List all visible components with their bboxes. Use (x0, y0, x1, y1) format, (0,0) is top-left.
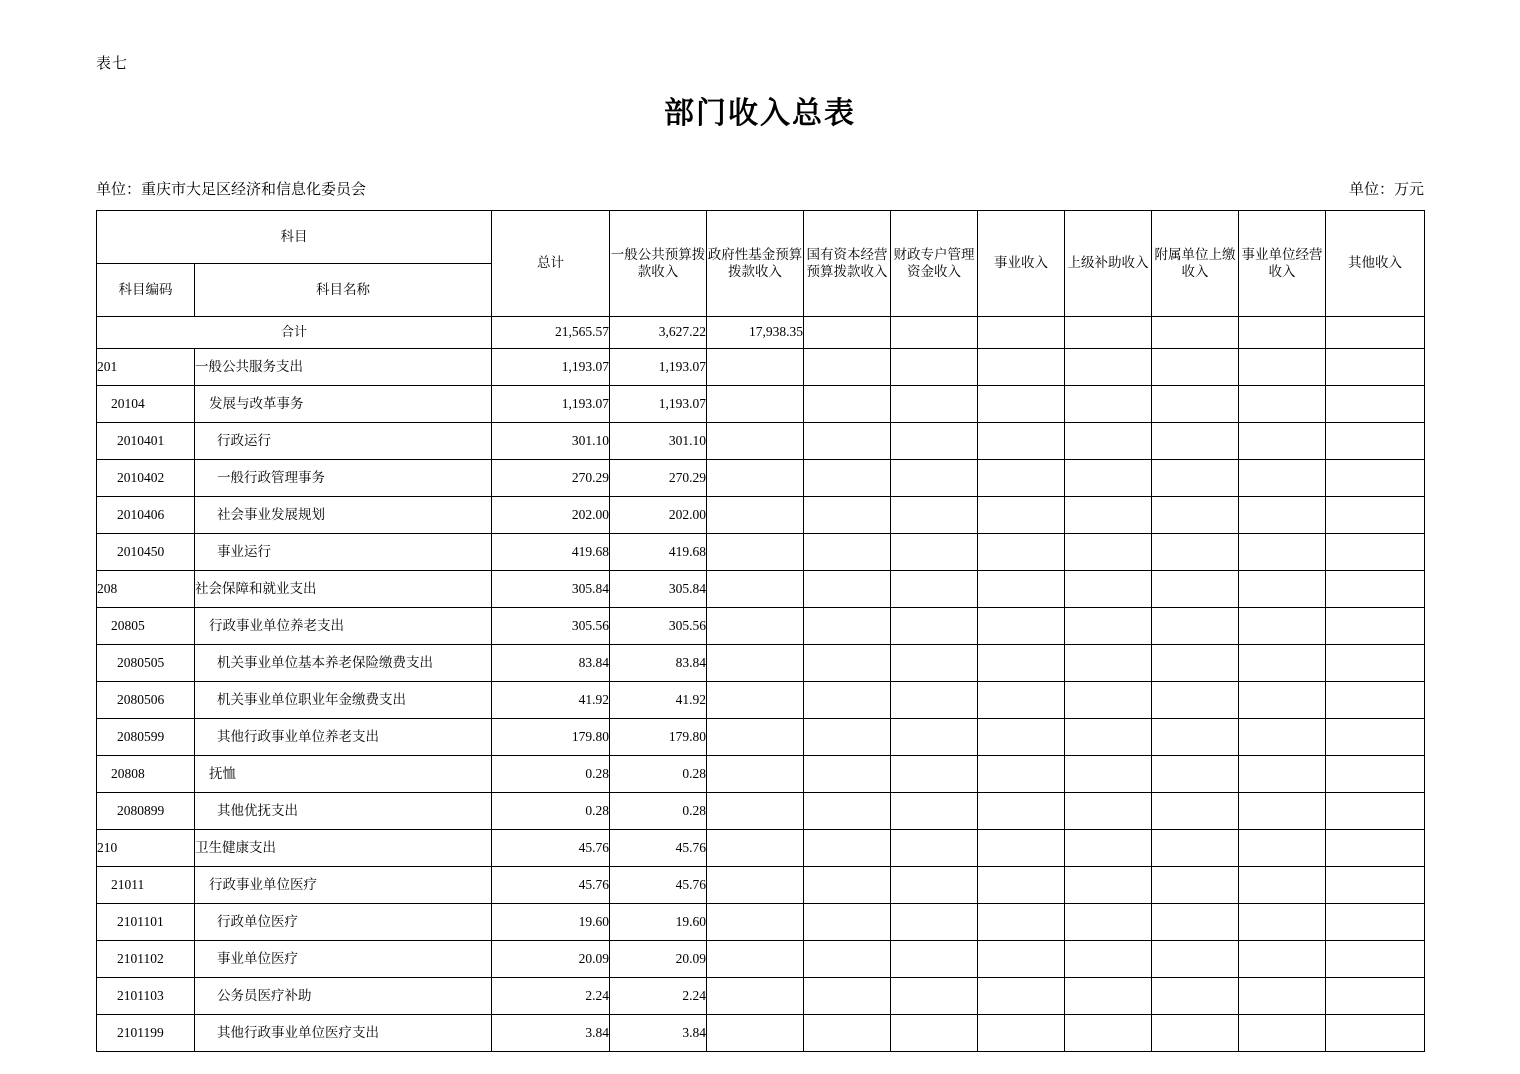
row-subordinate-payment (1152, 941, 1239, 978)
row-subject-code: 2101102 (97, 941, 195, 978)
row-superior-subsidy (1065, 830, 1152, 867)
total-general-public-budget: 3,627.22 (610, 317, 707, 349)
row-state-capital-budget (804, 460, 891, 497)
row-state-capital-budget (804, 349, 891, 386)
row-gov-fund-budget (707, 978, 804, 1015)
table-row (97, 904, 1425, 941)
row-gov-fund-budget (707, 423, 804, 460)
row-subject-code: 20104 (97, 386, 195, 423)
row-subordinate-payment (1152, 793, 1239, 830)
row-other-income (1326, 978, 1425, 1015)
table-row (97, 867, 1425, 904)
row-fiscal-special-account (891, 978, 978, 1015)
row-subject-name: 行政事业单位养老支出 (195, 608, 492, 645)
row-business-income (978, 978, 1065, 1015)
row-total: 19.60 (492, 904, 610, 941)
row-business-operation (1239, 349, 1326, 386)
row-general-public-budget: 3.84 (610, 1015, 707, 1052)
row-general-public-budget: 202.00 (610, 497, 707, 534)
row-business-operation (1239, 460, 1326, 497)
table-row (97, 682, 1425, 719)
row-business-operation (1239, 608, 1326, 645)
row-subject-code: 2010401 (97, 423, 195, 460)
row-subject-code: 210 (97, 830, 195, 867)
header-state-capital-budget: 国有资本经营预算拨款收入 (804, 211, 891, 317)
header-gov-fund-budget: 政府性基金预算拨款收入 (707, 211, 804, 317)
row-subordinate-payment (1152, 534, 1239, 571)
row-superior-subsidy (1065, 608, 1152, 645)
row-superior-subsidy (1065, 534, 1152, 571)
row-state-capital-budget (804, 645, 891, 682)
row-fiscal-special-account (891, 349, 978, 386)
header-superior-subsidy: 上级补助收入 (1065, 211, 1152, 317)
row-other-income (1326, 645, 1425, 682)
row-other-income (1326, 682, 1425, 719)
row-business-income (978, 423, 1065, 460)
row-business-income (978, 867, 1065, 904)
row-state-capital-budget (804, 386, 891, 423)
row-other-income (1326, 867, 1425, 904)
row-subject-name: 机关事业单位职业年金缴费支出 (195, 682, 492, 719)
row-subordinate-payment (1152, 423, 1239, 460)
row-subject-name: 一般行政管理事务 (195, 460, 492, 497)
row-state-capital-budget (804, 608, 891, 645)
row-subordinate-payment (1152, 830, 1239, 867)
row-subject-name: 行政事业单位医疗 (195, 867, 492, 904)
row-business-income (978, 645, 1065, 682)
row-fiscal-special-account (891, 534, 978, 571)
row-subject-name: 行政运行 (195, 423, 492, 460)
row-superior-subsidy (1065, 386, 1152, 423)
row-other-income (1326, 719, 1425, 756)
row-business-operation (1239, 645, 1326, 682)
row-other-income (1326, 830, 1425, 867)
row-fiscal-special-account (891, 941, 978, 978)
row-superior-subsidy (1065, 941, 1152, 978)
row-subordinate-payment (1152, 645, 1239, 682)
row-other-income (1326, 386, 1425, 423)
row-subject-code: 2101103 (97, 978, 195, 1015)
row-other-income (1326, 460, 1425, 497)
row-gov-fund-budget (707, 830, 804, 867)
row-subject-name: 一般公共服务支出 (195, 349, 492, 386)
table-body (97, 317, 1425, 1052)
row-general-public-budget: 305.84 (610, 571, 707, 608)
row-fiscal-special-account (891, 793, 978, 830)
row-fiscal-special-account (891, 904, 978, 941)
row-superior-subsidy (1065, 793, 1152, 830)
row-fiscal-special-account (891, 571, 978, 608)
row-business-income (978, 497, 1065, 534)
row-business-income (978, 793, 1065, 830)
row-business-operation (1239, 386, 1326, 423)
table-row (97, 756, 1425, 793)
row-total: 305.56 (492, 608, 610, 645)
row-business-income (978, 1015, 1065, 1052)
row-state-capital-budget (804, 682, 891, 719)
row-fiscal-special-account (891, 867, 978, 904)
row-superior-subsidy (1065, 423, 1152, 460)
row-other-income (1326, 423, 1425, 460)
row-general-public-budget: 2.24 (610, 978, 707, 1015)
row-business-income (978, 460, 1065, 497)
row-gov-fund-budget (707, 756, 804, 793)
row-subject-code: 21011 (97, 867, 195, 904)
row-general-public-budget: 83.84 (610, 645, 707, 682)
row-state-capital-budget (804, 1015, 891, 1052)
row-state-capital-budget (804, 756, 891, 793)
header-total: 总计 (492, 211, 610, 317)
page-title: 部门收入总表 (664, 97, 856, 130)
row-business-income (978, 904, 1065, 941)
row-total: 1,193.07 (492, 349, 610, 386)
row-state-capital-budget (804, 423, 891, 460)
row-subject-name: 抚恤 (195, 756, 492, 793)
row-fiscal-special-account (891, 830, 978, 867)
row-fiscal-special-account (891, 497, 978, 534)
row-superior-subsidy (1065, 719, 1152, 756)
row-subordinate-payment (1152, 978, 1239, 1015)
row-superior-subsidy (1065, 571, 1152, 608)
row-subordinate-payment (1152, 608, 1239, 645)
row-general-public-budget: 45.76 (610, 830, 707, 867)
row-superior-subsidy (1065, 349, 1152, 386)
total-subordinate-payment (1152, 317, 1239, 349)
row-fiscal-special-account (891, 608, 978, 645)
table-row (97, 830, 1425, 867)
table-row (97, 386, 1425, 423)
total-superior-subsidy (1065, 317, 1152, 349)
row-subject-code: 2080899 (97, 793, 195, 830)
unit-name-label: 单位：重庆市大足区经济和信息化委员会 (96, 182, 367, 198)
row-business-income (978, 830, 1065, 867)
row-business-operation (1239, 867, 1326, 904)
row-gov-fund-budget (707, 645, 804, 682)
row-superior-subsidy (1065, 904, 1152, 941)
table-header-row-1 (97, 211, 1425, 264)
row-state-capital-budget (804, 534, 891, 571)
row-other-income (1326, 349, 1425, 386)
row-gov-fund-budget (707, 682, 804, 719)
table-row (97, 645, 1425, 682)
income-summary-table (96, 210, 1425, 1052)
row-general-public-budget: 301.10 (610, 423, 707, 460)
row-fiscal-special-account (891, 423, 978, 460)
row-other-income (1326, 756, 1425, 793)
row-subject-name: 其他优抚支出 (195, 793, 492, 830)
total-business-income (978, 317, 1065, 349)
row-business-operation (1239, 682, 1326, 719)
row-subordinate-payment (1152, 756, 1239, 793)
table-total-row (97, 317, 1425, 349)
row-business-income (978, 608, 1065, 645)
row-business-income (978, 941, 1065, 978)
table-row (97, 1015, 1425, 1052)
row-subject-name: 行政单位医疗 (195, 904, 492, 941)
row-general-public-budget: 305.56 (610, 608, 707, 645)
row-total: 41.92 (492, 682, 610, 719)
row-business-operation (1239, 571, 1326, 608)
row-state-capital-budget (804, 571, 891, 608)
header-business-operation: 事业单位经营收入 (1239, 211, 1326, 317)
row-gov-fund-budget (707, 941, 804, 978)
row-subject-code: 2010450 (97, 534, 195, 571)
row-business-operation (1239, 978, 1326, 1015)
unit-measure-label: 单位：万元 (1348, 182, 1424, 198)
row-business-operation (1239, 830, 1326, 867)
row-total: 301.10 (492, 423, 610, 460)
total-state-capital-budget (804, 317, 891, 349)
row-subject-name: 社会保障和就业支出 (195, 571, 492, 608)
row-business-operation (1239, 719, 1326, 756)
row-general-public-budget: 45.76 (610, 867, 707, 904)
table-row (97, 497, 1425, 534)
row-subordinate-payment (1152, 904, 1239, 941)
row-other-income (1326, 608, 1425, 645)
row-business-operation (1239, 423, 1326, 460)
header-business-income: 事业收入 (978, 211, 1065, 317)
row-subordinate-payment (1152, 571, 1239, 608)
row-general-public-budget: 0.28 (610, 793, 707, 830)
row-general-public-budget: 419.68 (610, 534, 707, 571)
total-other-income (1326, 317, 1425, 349)
row-subject-code: 2010406 (97, 497, 195, 534)
row-gov-fund-budget (707, 608, 804, 645)
row-state-capital-budget (804, 867, 891, 904)
row-state-capital-budget (804, 719, 891, 756)
total-fiscal-special-account (891, 317, 978, 349)
row-fiscal-special-account (891, 460, 978, 497)
row-subject-code: 2080599 (97, 719, 195, 756)
row-business-income (978, 534, 1065, 571)
table-row (97, 534, 1425, 571)
header-subject-code: 科目编码 (97, 264, 195, 317)
table-row (97, 608, 1425, 645)
row-subject-name: 公务员医疗补助 (195, 978, 492, 1015)
row-fiscal-special-account (891, 719, 978, 756)
row-superior-subsidy (1065, 682, 1152, 719)
row-subordinate-payment (1152, 460, 1239, 497)
row-subject-code: 2080505 (97, 645, 195, 682)
row-general-public-budget: 0.28 (610, 756, 707, 793)
row-total: 45.76 (492, 867, 610, 904)
row-subject-code: 2010402 (97, 460, 195, 497)
header-subject-group: 科目 (97, 211, 492, 264)
row-superior-subsidy (1065, 867, 1152, 904)
row-superior-subsidy (1065, 645, 1152, 682)
header-other-income: 其他收入 (1326, 211, 1425, 317)
row-subject-code: 201 (97, 349, 195, 386)
row-other-income (1326, 534, 1425, 571)
row-business-income (978, 571, 1065, 608)
row-general-public-budget: 179.80 (610, 719, 707, 756)
row-total: 419.68 (492, 534, 610, 571)
row-gov-fund-budget (707, 497, 804, 534)
row-gov-fund-budget (707, 386, 804, 423)
row-subject-code: 20808 (97, 756, 195, 793)
total-business-operation (1239, 317, 1326, 349)
row-general-public-budget: 1,193.07 (610, 349, 707, 386)
row-total: 20.09 (492, 941, 610, 978)
header-fiscal-special-account: 财政专户管理资金收入 (891, 211, 978, 317)
row-subject-name: 机关事业单位基本养老保险缴费支出 (195, 645, 492, 682)
row-gov-fund-budget (707, 904, 804, 941)
row-gov-fund-budget (707, 867, 804, 904)
meta-row (96, 178, 1424, 200)
table-row (97, 719, 1425, 756)
row-general-public-budget: 1,193.07 (610, 386, 707, 423)
table-row (97, 941, 1425, 978)
row-subordinate-payment (1152, 349, 1239, 386)
row-business-income (978, 386, 1065, 423)
row-total: 1,193.07 (492, 386, 610, 423)
row-gov-fund-budget (707, 460, 804, 497)
row-gov-fund-budget (707, 793, 804, 830)
row-state-capital-budget (804, 941, 891, 978)
row-total: 0.28 (492, 756, 610, 793)
row-superior-subsidy (1065, 978, 1152, 1015)
header-subject-name: 科目名称 (195, 264, 492, 317)
row-state-capital-budget (804, 978, 891, 1015)
header-subordinate-payment: 附属单位上缴收入 (1152, 211, 1239, 317)
row-subject-code: 2101101 (97, 904, 195, 941)
row-business-operation (1239, 941, 1326, 978)
row-total: 3.84 (492, 1015, 610, 1052)
header-general-public-budget: 一般公共预算拨款收入 (610, 211, 707, 317)
row-fiscal-special-account (891, 1015, 978, 1052)
row-gov-fund-budget (707, 1015, 804, 1052)
row-business-operation (1239, 1015, 1326, 1052)
row-general-public-budget: 20.09 (610, 941, 707, 978)
row-subordinate-payment (1152, 867, 1239, 904)
row-subject-name: 其他行政事业单位医疗支出 (195, 1015, 492, 1052)
row-gov-fund-budget (707, 534, 804, 571)
row-other-income (1326, 941, 1425, 978)
row-total: 2.24 (492, 978, 610, 1015)
row-total: 270.29 (492, 460, 610, 497)
row-other-income (1326, 1015, 1425, 1052)
form-number-label: 表七 (96, 56, 129, 72)
row-business-income (978, 349, 1065, 386)
row-total: 45.76 (492, 830, 610, 867)
row-state-capital-budget (804, 904, 891, 941)
table-row (97, 571, 1425, 608)
row-gov-fund-budget (707, 719, 804, 756)
row-total: 179.80 (492, 719, 610, 756)
row-superior-subsidy (1065, 756, 1152, 793)
row-subordinate-payment (1152, 1015, 1239, 1052)
row-other-income (1326, 571, 1425, 608)
total-total: 21,565.57 (492, 317, 610, 349)
row-fiscal-special-account (891, 386, 978, 423)
total-gov-fund-budget: 17,938.35 (707, 317, 804, 349)
row-fiscal-special-account (891, 682, 978, 719)
row-subordinate-payment (1152, 682, 1239, 719)
row-superior-subsidy (1065, 497, 1152, 534)
row-subject-code: 20805 (97, 608, 195, 645)
table-row (97, 423, 1425, 460)
row-general-public-budget: 19.60 (610, 904, 707, 941)
row-other-income (1326, 497, 1425, 534)
row-total: 305.84 (492, 571, 610, 608)
row-fiscal-special-account (891, 756, 978, 793)
row-subject-name: 事业运行 (195, 534, 492, 571)
row-gov-fund-budget (707, 349, 804, 386)
table-row (97, 793, 1425, 830)
row-subject-name: 发展与改革事务 (195, 386, 492, 423)
row-business-income (978, 682, 1065, 719)
row-business-income (978, 756, 1065, 793)
row-business-operation (1239, 904, 1326, 941)
row-other-income (1326, 904, 1425, 941)
row-business-operation (1239, 534, 1326, 571)
row-superior-subsidy (1065, 460, 1152, 497)
row-fiscal-special-account (891, 645, 978, 682)
row-other-income (1326, 793, 1425, 830)
row-subject-code: 208 (97, 571, 195, 608)
row-business-operation (1239, 793, 1326, 830)
row-state-capital-budget (804, 830, 891, 867)
table-row (97, 978, 1425, 1015)
row-state-capital-budget (804, 497, 891, 534)
row-superior-subsidy (1065, 1015, 1152, 1052)
row-business-operation (1239, 497, 1326, 534)
row-subject-code: 2080506 (97, 682, 195, 719)
row-subject-name: 其他行政事业单位养老支出 (195, 719, 492, 756)
row-subordinate-payment (1152, 719, 1239, 756)
table-row (97, 460, 1425, 497)
row-subject-code: 2101199 (97, 1015, 195, 1052)
row-subordinate-payment (1152, 386, 1239, 423)
row-total: 83.84 (492, 645, 610, 682)
row-business-operation (1239, 756, 1326, 793)
row-gov-fund-budget (707, 571, 804, 608)
row-subject-name: 卫生健康支出 (195, 830, 492, 867)
table-row (97, 349, 1425, 386)
row-total: 0.28 (492, 793, 610, 830)
row-subject-name: 社会事业发展规划 (195, 497, 492, 534)
row-subordinate-payment (1152, 497, 1239, 534)
row-general-public-budget: 41.92 (610, 682, 707, 719)
row-subject-name: 事业单位医疗 (195, 941, 492, 978)
row-general-public-budget: 270.29 (610, 460, 707, 497)
row-business-income (978, 719, 1065, 756)
row-total: 202.00 (492, 497, 610, 534)
row-state-capital-budget (804, 793, 891, 830)
total-label: 合计 (97, 317, 492, 349)
